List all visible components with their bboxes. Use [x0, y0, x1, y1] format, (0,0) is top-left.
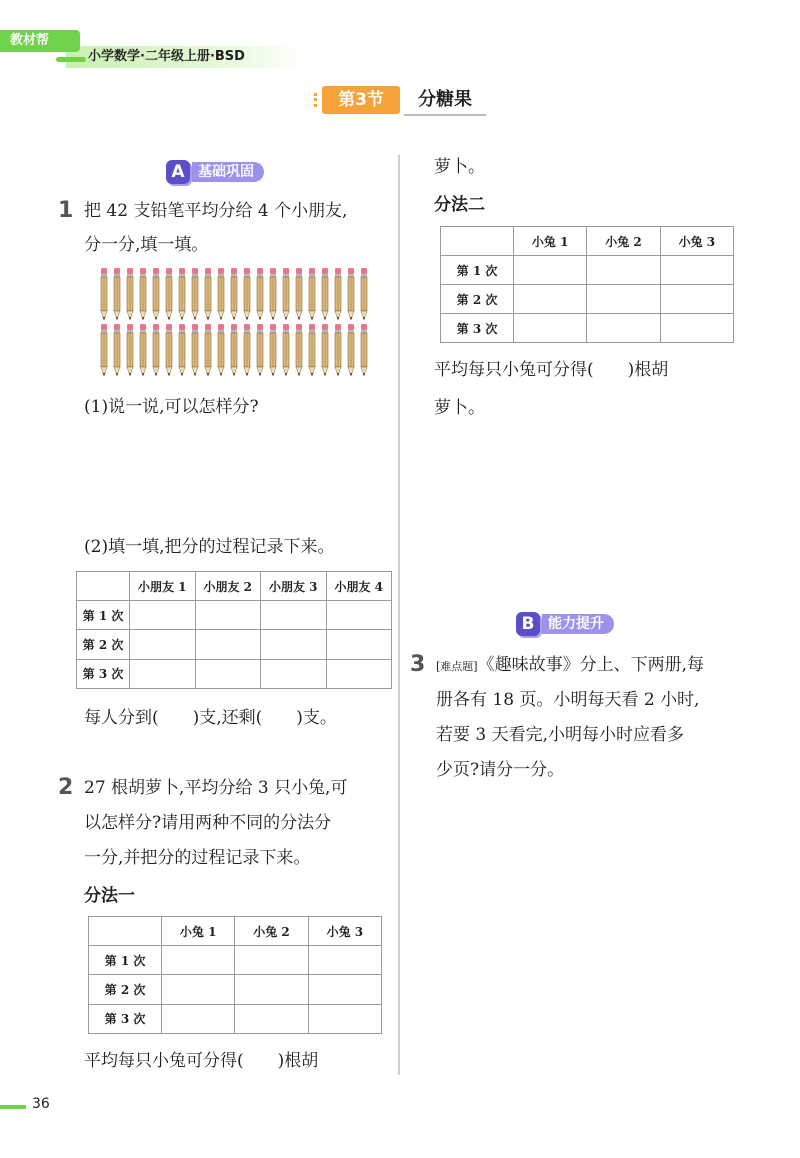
- pencil-icon: [256, 268, 264, 322]
- q2t1-cell[interactable]: [162, 975, 235, 1004]
- q2t2-col-1: 小兔 1: [514, 227, 587, 256]
- pencil-icon: [295, 324, 303, 378]
- pencil-icon: [139, 268, 147, 322]
- q2t1-cell[interactable]: [235, 975, 308, 1004]
- q2-answer-2-cont: 萝卜。: [434, 398, 485, 418]
- q1-sub1: (1)说一说,可以怎样分?: [84, 397, 259, 417]
- pencil-icon: [347, 268, 355, 322]
- q2t2-row-2: 第 2 次: [441, 285, 514, 314]
- pencil-icon: [347, 324, 355, 378]
- q2-answer-1-cont: 萝卜。: [434, 157, 485, 177]
- q2t2-cell[interactable]: [660, 256, 733, 285]
- pencil-icon: [204, 268, 212, 322]
- pencil-icon: [269, 324, 277, 378]
- pencil-icon: [256, 324, 264, 378]
- q1-table-corner: [77, 572, 130, 601]
- brand-tab: 教材帮: [0, 30, 80, 52]
- q2t1-cell[interactable]: [308, 975, 381, 1004]
- column-divider: [398, 155, 400, 1075]
- q2t2-cell[interactable]: [587, 256, 660, 285]
- level-a-name: 基础巩固: [192, 162, 264, 182]
- pencil-icon: [152, 324, 160, 378]
- q2t1-cell[interactable]: [162, 946, 235, 975]
- pencil-icon: [217, 324, 225, 378]
- q1-table: [76, 571, 392, 689]
- q1-cell[interactable]: [261, 630, 327, 659]
- q1-col-1: 小朋友 1: [130, 572, 196, 601]
- q2t1-cell[interactable]: [235, 1004, 308, 1033]
- pencil-row-bottom: [100, 324, 368, 378]
- q1-cell[interactable]: [195, 601, 261, 630]
- pencil-icon: [282, 324, 290, 378]
- pencil-icon: [308, 268, 316, 322]
- q1-line1: 把 42 支铅笔平均分给 4 个小朋友,: [84, 201, 348, 221]
- pencil-icon: [178, 324, 186, 378]
- pencil-icon: [191, 268, 199, 322]
- q1-row-1: 第 1 次: [77, 601, 130, 630]
- q2t2-col-3: 小兔 3: [660, 227, 733, 256]
- q2-line3: 一分,并把分的过程记录下来。: [84, 848, 311, 868]
- q3-line2: 册各有 18 页。小明每天看 2 小时,: [436, 690, 700, 710]
- q3-tag: [难点题]: [436, 660, 478, 673]
- pencil-icon: [165, 268, 173, 322]
- pencil-icon: [360, 324, 368, 378]
- q1-line2: 分一分,填一填。: [84, 235, 209, 255]
- q1-cell[interactable]: [130, 630, 196, 659]
- q1-cell[interactable]: [326, 659, 392, 688]
- q1-row-3: 第 3 次: [77, 659, 130, 688]
- q2t2-cell[interactable]: [587, 314, 660, 343]
- q1-answer: 每人分到( )支,还剩( )支。: [84, 708, 337, 728]
- q3-line3: 若要 3 天看完,小明每小时应看多: [436, 725, 685, 745]
- pencil-icon: [230, 268, 238, 322]
- q2t1-cell[interactable]: [308, 946, 381, 975]
- q2t1-row-3: 第 3 次: [89, 1004, 162, 1033]
- section-badge: 第3节: [322, 86, 400, 114]
- pencil-icon: [295, 268, 303, 322]
- pencil-icon: [165, 324, 173, 378]
- pencil-icon: [334, 324, 342, 378]
- level-b-banner: [516, 612, 614, 636]
- q2-answer-1: 平均每只小兔可分得( )根胡: [84, 1051, 319, 1071]
- q1-cell[interactable]: [261, 601, 327, 630]
- pencil-icon: [321, 268, 329, 322]
- q1-col-3: 小朋友 3: [261, 572, 327, 601]
- q2-number: 2: [58, 775, 74, 800]
- q2t1-row-1: 第 1 次: [89, 946, 162, 975]
- q2t1-cell[interactable]: [162, 1004, 235, 1033]
- level-a-letter: A: [166, 160, 190, 184]
- pencil-icon: [204, 324, 212, 378]
- q2-line2: 以怎样分?请用两种不同的分法分: [84, 813, 332, 833]
- level-b-letter: B: [516, 612, 540, 636]
- pencil-icon: [152, 268, 160, 322]
- q2-line1: 27 根胡萝卜,平均分给 3 只小兔,可: [84, 778, 348, 798]
- pencil-icon: [178, 268, 186, 322]
- pencil-icon: [360, 268, 368, 322]
- q2t1-cell[interactable]: [308, 1004, 381, 1033]
- pencil-icon: [139, 324, 147, 378]
- pencil-icon: [334, 268, 342, 322]
- pencil-row-top: [100, 268, 368, 322]
- section-title: 分糖果: [404, 86, 486, 116]
- pencil-icon: [126, 268, 134, 322]
- q1-cell[interactable]: [130, 659, 196, 688]
- level-b-name: 能力提升: [542, 614, 614, 634]
- q1-col-4: 小朋友 4: [326, 572, 392, 601]
- level-a-banner: [166, 160, 264, 184]
- q2t2-row-3: 第 3 次: [441, 314, 514, 343]
- q1-cell[interactable]: [326, 601, 392, 630]
- q3-line4: 少页?请分一分。: [436, 760, 565, 780]
- pencil-icon: [100, 324, 108, 378]
- pencil-icon: [282, 268, 290, 322]
- q2t1-col-1: 小兔 1: [162, 917, 235, 946]
- q2-method1: 分法一: [84, 886, 135, 906]
- q3-line1-text: 《趣味故事》分上、下两册,每: [477, 655, 704, 675]
- q1-row-2: 第 2 次: [77, 630, 130, 659]
- pencil-icon: [126, 324, 134, 378]
- pencil-icon: [230, 324, 238, 378]
- q2-method2: 分法二: [434, 195, 485, 215]
- q2t2-cell[interactable]: [514, 285, 587, 314]
- pencil-icon: [217, 268, 225, 322]
- series-dash: [56, 57, 86, 62]
- q2t2-cell[interactable]: [660, 285, 733, 314]
- q2t2-col-2: 小兔 2: [587, 227, 660, 256]
- q2t2-cell[interactable]: [660, 314, 733, 343]
- page-number: 36: [32, 1096, 50, 1112]
- q2-table-1: [88, 916, 382, 1034]
- q1-cell[interactable]: [195, 659, 261, 688]
- q2t1-corner: [89, 917, 162, 946]
- q1-number: 1: [58, 198, 74, 223]
- q2t2-corner: [441, 227, 514, 256]
- q2-table-2: [440, 226, 734, 343]
- pencil-icon: [243, 324, 251, 378]
- q2t2-cell[interactable]: [514, 314, 587, 343]
- q3-number: 3: [410, 652, 426, 677]
- pencil-icon: [113, 268, 121, 322]
- q2t1-col-3: 小兔 3: [308, 917, 381, 946]
- q3-line1: [436, 648, 704, 684]
- q2t2-cell[interactable]: [587, 285, 660, 314]
- pencil-icon: [243, 268, 251, 322]
- q1-col-2: 小朋友 2: [195, 572, 261, 601]
- q2t1-col-2: 小兔 2: [235, 917, 308, 946]
- series-title: 小学数学·二年级上册·BSD: [66, 46, 302, 68]
- pencil-icon: [321, 324, 329, 378]
- pencil-icon: [308, 324, 316, 378]
- q2t2-cell[interactable]: [514, 256, 587, 285]
- pencil-icon: [113, 324, 121, 378]
- q2t2-row-1: 第 1 次: [441, 256, 514, 285]
- q2t1-row-2: 第 2 次: [89, 975, 162, 1004]
- footer-line: [0, 1105, 26, 1109]
- q1-sub2: (2)填一填,把分的过程记录下来。: [84, 537, 335, 557]
- q1-cell[interactable]: [195, 630, 261, 659]
- pencil-icon: [269, 268, 277, 322]
- pencil-icon: [100, 268, 108, 322]
- pencil-icon: [191, 324, 199, 378]
- q1-cell[interactable]: [130, 601, 196, 630]
- q2t1-cell[interactable]: [235, 946, 308, 975]
- q1-cell[interactable]: [261, 659, 327, 688]
- q2-answer-2: 平均每只小兔可分得( )根胡: [434, 360, 669, 380]
- q1-cell[interactable]: [326, 630, 392, 659]
